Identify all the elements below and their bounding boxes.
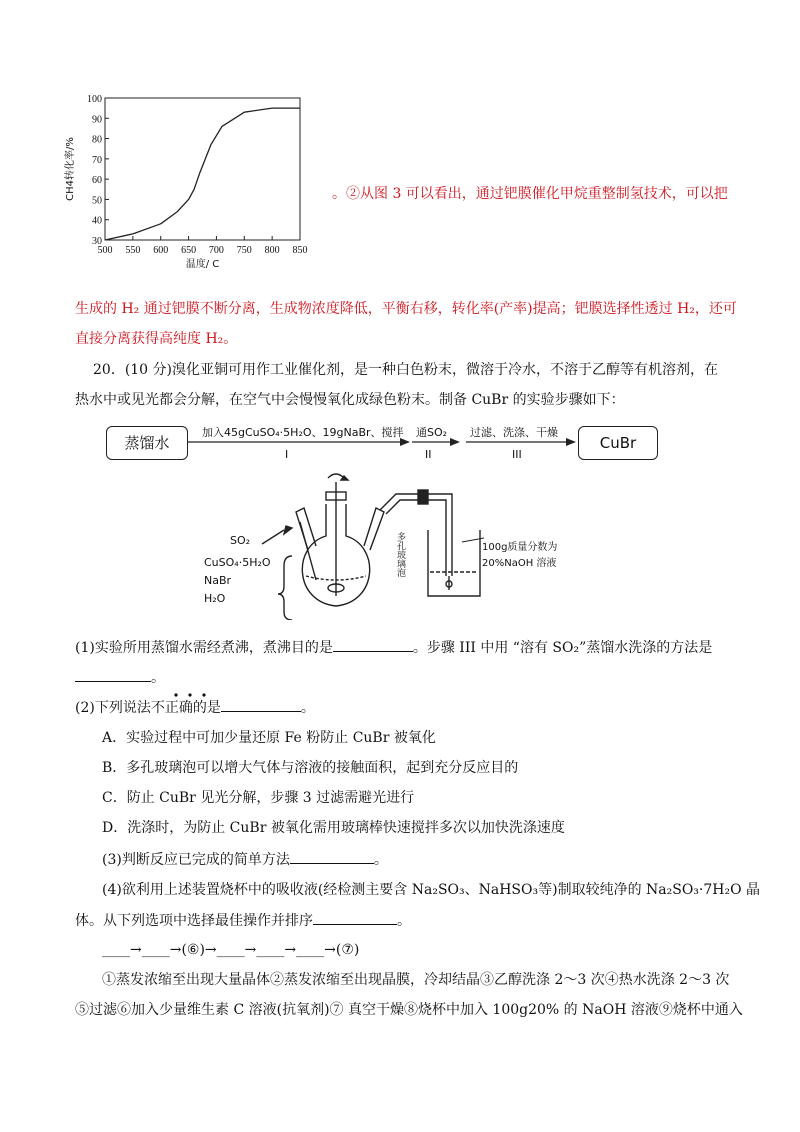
y-tick-label: 100: [87, 94, 102, 105]
q4-blank[interactable]: [313, 910, 397, 925]
option-a: A．实验过程中可加少量还原 Fe 粉防止 CuBr 被氧化: [102, 730, 436, 746]
label-h2o: H₂O: [204, 592, 226, 605]
label-porous-bulb: 多孔玻璃泡: [395, 532, 405, 577]
option-b: B．多孔玻璃泡可以增大气体与溶液的接触面积，起到充分反应目的: [102, 760, 519, 776]
q3-text-b: 。: [373, 852, 388, 868]
y-axis-label: CH4转化率/%: [65, 137, 76, 201]
q1-text-b: 。步骤 III 中用 “溶有 SO₂”蒸馏水洗涤的方法是: [412, 640, 713, 656]
y-tick-label: 40: [92, 215, 102, 227]
q1-line-1: [75, 637, 712, 658]
q1-text-a: (1)实验所用蒸馏水需经煮沸，煮沸目的是: [75, 640, 333, 656]
x-tick-label: 500: [97, 245, 113, 256]
series-line-ch4: [105, 108, 300, 240]
q4-text-a: 体。从下列选项中选择最佳操作并排序: [75, 913, 313, 929]
q4-options-1: ①蒸发浓缩至出现大量晶体②蒸发浓缩至出现晶膜，冷却结晶③乙醇洗涤 2～3 次④热水洗涤 2～3 次: [102, 972, 730, 988]
emphasis-dots: [171, 691, 231, 699]
x-tick-label: 600: [153, 245, 169, 256]
x-tick-label: 700: [208, 245, 224, 256]
answer-line-3: 直接分离获得高纯度 H₂。: [75, 331, 238, 347]
q3-line: [102, 849, 388, 870]
answer-line-1: 。②从图 3 可以看出，通过钯膜催化甲烷重整制氢技术，可以把: [332, 186, 728, 202]
q2-emphasis: 不正确: [150, 700, 193, 716]
q4-sequence[interactable]: ____→____→(⑥)→____→____→____→(⑦): [102, 942, 360, 958]
flow-step2-num: II: [425, 448, 432, 461]
q4-line-2: [75, 910, 411, 931]
label-naoh-1: 100g质量分数为: [482, 542, 558, 553]
label-so2: SO₂: [230, 534, 251, 547]
q4-options-2: ⑤过滤⑥加入少量维生素 C 溶液(抗氧剂)⑦ 真空干燥⑧烧杯中加入 100g20% 的 NaOH 溶液⑨烧杯中通入: [75, 1002, 743, 1018]
q2-text-c: 的是: [192, 700, 221, 716]
x-tick-label: 550: [125, 245, 141, 256]
flow-step2-label: 通SO₂: [416, 426, 448, 439]
flow-arrows: [100, 418, 670, 468]
y-tick-label: 80: [92, 134, 102, 146]
q20-intro-1: 20．(10 分)溴化亚铜可用作工业催化剂，是一种白色粉末，微溶于冷水，不溶于乙醇等有机溶剂，在: [93, 362, 719, 378]
q1-text-c: 。: [151, 670, 165, 686]
x-tick-label: 750: [236, 245, 252, 256]
flow-step3-num: III: [512, 448, 522, 461]
label-nabr: NaBr: [204, 574, 232, 587]
label-cuso4: CuSO₄·5H₂O: [204, 556, 271, 569]
q1-line-2: [75, 667, 165, 688]
q2-text-d: 。: [300, 700, 315, 716]
q3-blank[interactable]: [290, 849, 374, 864]
x-tick-label: 650: [181, 245, 197, 256]
y-tick-label: 70: [92, 154, 102, 166]
y-tick-label: 90: [92, 114, 102, 126]
flow-diagram: [100, 418, 670, 468]
apparatus-diagram: [200, 468, 600, 620]
x-axis-label: 温度/ C: [185, 259, 220, 270]
q2-line: [75, 697, 315, 718]
ch4-conversion-chart: [60, 90, 360, 280]
y-tick-label: 30: [92, 236, 102, 247]
flow-step1-label: 加入45gCuSO₄·5H₂O、19gNaBr、搅拌: [202, 426, 404, 439]
x-tick-label: 800: [264, 245, 280, 256]
x-tick-label: 850: [292, 245, 308, 256]
option-d: D．洗涤时，为防止 CuBr 被氧化需用玻璃棒快速搅拌多次以加快洗涤速度: [102, 820, 565, 836]
flow-step1-num: I: [285, 448, 289, 461]
y-tick-label: 60: [92, 175, 102, 187]
flow-step3-label: 过滤、洗涤、干燥: [470, 426, 558, 439]
q2-blank[interactable]: [221, 697, 301, 712]
plot-frame: [105, 98, 300, 240]
q3-text-a: (3)判断反应已完成的简单方法: [102, 852, 290, 868]
flow-start-box: 蒸馏水: [106, 426, 188, 460]
q4-text-b: 。: [397, 913, 411, 929]
option-c: C．防止 CuBr 见光分解，步骤 3 过滤需避光进行: [102, 790, 415, 806]
q2-text-a: (2)下列说法: [75, 700, 151, 716]
flow-end-box: CuBr: [578, 426, 658, 460]
q4-line-1: (4)欲利用上述装置烧杯中的吸收液(经检测主要含 Na₂SO₃、NaHSO₃等)制取较纯净的 Na₂SO₃·7H₂O 晶: [102, 882, 761, 898]
q20-intro-2: 热水中或见光都会分解，在空气中会慢慢氧化成绿色粉末。制备 CuBr 的实验步骤如下：: [75, 392, 625, 408]
label-naoh-2: 20%NaOH 溶液: [482, 558, 557, 569]
answer-line-2: 生成的 H₂ 通过钯膜不断分离，生成物浓度降低，平衡右移，转化率(产率)提高；钯膜选择性透过 H₂，还可: [75, 301, 737, 317]
y-tick-label: 50: [92, 195, 102, 207]
q1-blank-2[interactable]: [75, 667, 151, 682]
q1-blank-1[interactable]: [333, 637, 413, 652]
